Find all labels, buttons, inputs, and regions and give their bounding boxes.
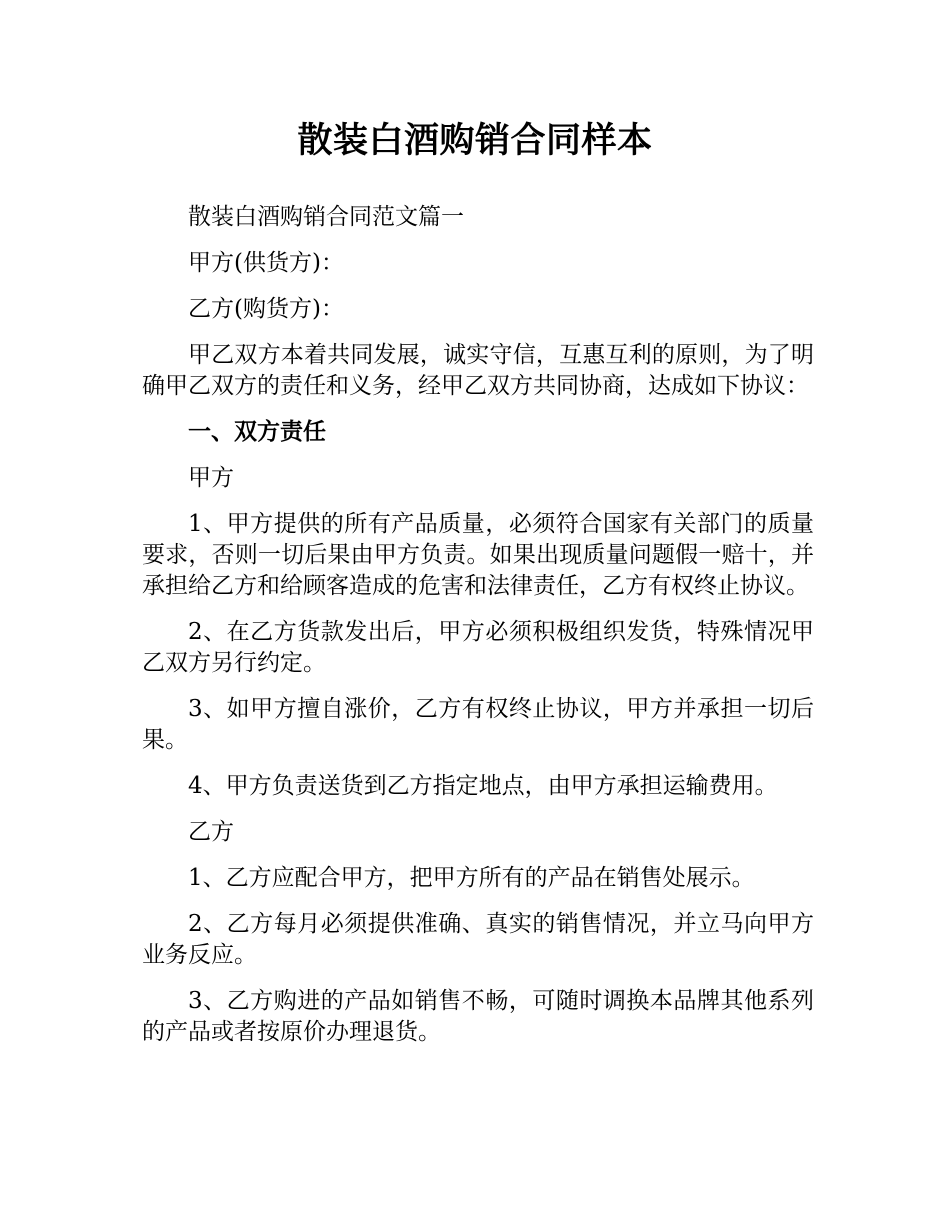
party-a-line: 甲方(供货方)： (188, 250, 344, 276)
party-a-clause-1: 1、甲方提供的所有产品质量，必须符合国家有关部门的质量要求，否则一切后果由甲方负责。如果出现质量问题假一赔十，并承担给乙方和给顾客造成的危害和法律责任，乙方有权终止协议。 (142, 511, 814, 599)
party-b-clause-2: 2、乙方每月必须提供准确、真实的销售情况，并立马向甲方业务反应。 (142, 911, 814, 968)
party-b-line: 乙方(购货方)： (188, 296, 344, 322)
party-a-clause-2: 2、在乙方货款发出后，甲方必须积极组织发货，特殊情况甲乙双方另行约定。 (142, 619, 814, 676)
preamble-paragraph: 甲乙双方本着共同发展，诚实守信，互惠互利的原则，为了明确甲乙双方的责任和义务，经甲乙双方共同协商，达成如下协议： (142, 342, 814, 399)
party-b-clause-3: 3、乙方购进的产品如销售不畅，可随时调换本品牌其他系列的产品或者按原价办理退货。 (142, 988, 814, 1045)
subheading-party-a: 甲方 (188, 465, 234, 491)
party-b-clause-1: 1、乙方应配合甲方，把甲方所有的产品在销售处展示。 (188, 865, 755, 891)
section-heading-responsibilities: 一、双方责任 (188, 419, 326, 445)
party-a-clause-4: 4、甲方负责送货到乙方指定地点，由甲方承担运输费用。 (188, 773, 778, 799)
subheading-party-b: 乙方 (188, 819, 234, 845)
document-body (142, 202, 814, 1063)
section-intro: 散装白酒购销合同范文篇一 (188, 204, 464, 230)
party-a-clause-3: 3、如甲方擅自涨价，乙方有权终止协议，甲方并承担一切后果。 (142, 696, 814, 753)
document-title: 散装白酒购销合同样本 (297, 121, 653, 161)
